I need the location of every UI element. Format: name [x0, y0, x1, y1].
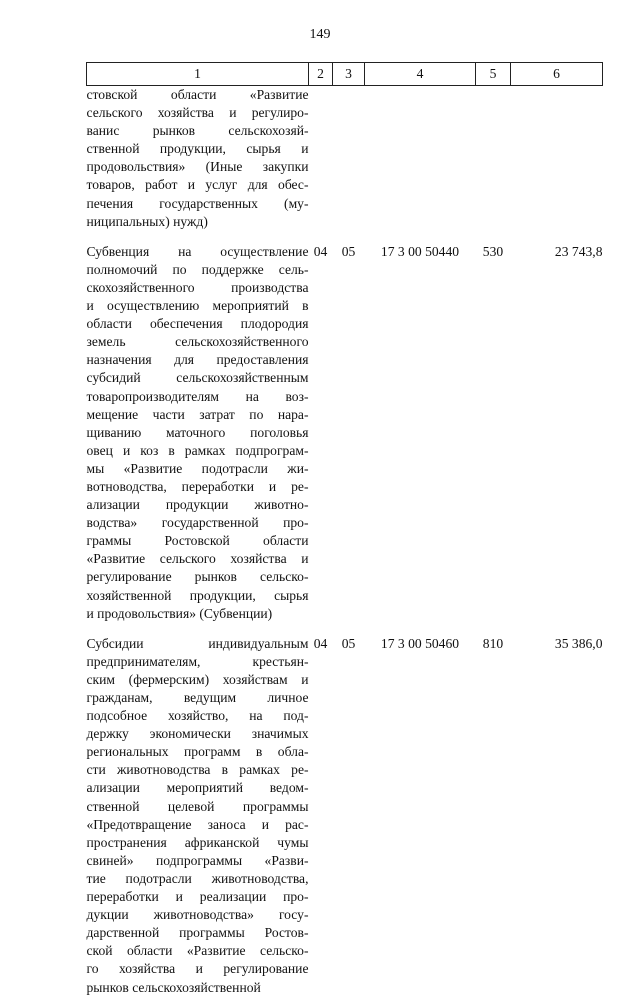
description-line: ализации продукции животно-	[86, 497, 309, 513]
page-number: 149	[309, 27, 331, 42]
column-header-2: 2	[309, 63, 333, 86]
amount-cell: 23 743,8	[554, 243, 603, 259]
budget-table	[86, 62, 603, 997]
description-line: земель сельскохозяйственного	[86, 334, 309, 350]
description-line: гражданам, ведущим личное	[86, 690, 309, 705]
description-line: хозяйственной продукции, сырья	[86, 587, 309, 603]
description-line: дукции животноводства» госу-	[86, 907, 309, 923]
description-line: щиванию маточного поголовья	[86, 424, 309, 440]
column-header-4: 4	[365, 63, 476, 86]
description-line: назначения для предоставления	[86, 352, 309, 368]
column-header-1: 1	[87, 63, 309, 86]
description-line: рынков сельскохозяйственной	[86, 979, 261, 995]
description-line: скохозяйственного производства	[86, 279, 309, 295]
description-line: «Предотвращение заноса и рас-	[86, 816, 309, 832]
description-line: полномочий по поддержке сель-	[86, 261, 309, 277]
description-line: мы «Развитие подотрасли жи-	[86, 460, 309, 476]
description-cell	[87, 243, 309, 623]
description-cell	[87, 635, 309, 997]
description-line: пространения африканской чумы	[86, 834, 309, 850]
description-line: печения государственных (му-	[86, 195, 309, 211]
row-spacer-cell	[87, 231, 603, 243]
table-row	[87, 243, 603, 623]
description-line: области обеспечения плодородия	[86, 316, 309, 332]
amount-cell: 35 386,0	[554, 635, 603, 651]
table-body	[87, 86, 603, 997]
section-code-cell: 04	[313, 635, 328, 651]
description-line: тие подотрасли животноводства,	[86, 870, 309, 886]
description-line: субсидий сельскохозяйственным	[86, 370, 309, 386]
description-line: и продовольствия» (Субвенции)	[86, 605, 273, 621]
description-line: сти животноводства в рамках ре-	[86, 762, 309, 778]
description-line: Субсидии индивидуальным	[86, 635, 309, 651]
description-line: товаропроизводителям на воз-	[86, 388, 309, 404]
amount-cell	[511, 86, 603, 231]
description-line: мещение части затрат по нара-	[86, 406, 309, 422]
target-article-cell: 17 3 00 50460	[380, 635, 460, 651]
expense-type-cell	[476, 86, 511, 231]
description-line: ванис рынков сельскохозяй-	[86, 123, 309, 139]
description-line: сельского хозяйства и регулиро-	[86, 105, 309, 121]
description-line: го хозяйства и регулирование	[86, 961, 309, 977]
expense-type-cell: 810	[482, 635, 504, 651]
description-line: вотноводства, переработки и ре-	[86, 478, 309, 494]
subsection-code-cell	[333, 86, 365, 231]
description-line: продовольствия» (Иные закупки	[86, 159, 309, 175]
description-line: Субвенция на осуществление	[86, 243, 309, 259]
description-line: регулирование рынков сельско-	[86, 569, 309, 585]
subsection-code-cell: 05	[341, 635, 356, 651]
expense-type-cell: 530	[482, 243, 504, 259]
description-line: овец и коз в рамках подпрограм-	[86, 442, 309, 458]
table-row	[87, 635, 603, 997]
target-article-cell: 17 3 00 50440	[380, 243, 460, 259]
description-line: свиней» подпрограммы «Разви-	[86, 852, 309, 868]
column-header-3: 3	[333, 63, 365, 86]
description-cell	[87, 86, 309, 231]
description-line: переработки и реализации про-	[86, 889, 309, 905]
row-spacer-cell	[87, 623, 603, 635]
row-spacer	[87, 623, 603, 635]
table-row	[87, 86, 603, 231]
table-header-row	[87, 63, 603, 86]
description-line: водства» государственной про-	[86, 515, 309, 531]
description-line: «Развитие сельского хозяйства и	[86, 551, 309, 567]
description-line: ским (фермерским) хозяйствам и	[86, 671, 309, 687]
description-line: подсобное хозяйство, на под-	[86, 708, 309, 724]
section-code-cell	[309, 86, 333, 231]
section-code-cell: 04	[313, 243, 328, 259]
description-line: ализации мероприятий ведом-	[86, 780, 309, 796]
description-line: и осуществлению мероприятий в	[86, 298, 309, 314]
description-line: граммы Ростовской области	[86, 533, 309, 549]
description-line: ской области «Развитие сельско-	[86, 943, 309, 959]
row-spacer	[87, 231, 603, 243]
description-line: региональных программ в обла-	[86, 744, 309, 760]
column-header-6: 6	[511, 63, 603, 86]
description-line: ственной целевой программы	[86, 798, 309, 814]
description-line: ниципальных) нужд)	[86, 213, 208, 229]
description-line: стовской области «Развитие	[86, 87, 309, 102]
subsection-code-cell: 05	[341, 243, 356, 259]
description-line: ственной продукции, сырья и	[86, 141, 309, 157]
description-line: товаров, работ и услуг для обес-	[86, 177, 309, 193]
description-line: дарственной программы Ростов-	[86, 925, 309, 941]
description-line: предпринимателям, крестьян-	[86, 653, 309, 669]
target-article-cell	[365, 86, 476, 231]
column-header-5: 5	[476, 63, 511, 86]
description-line: держку экономически значимых	[86, 726, 309, 742]
